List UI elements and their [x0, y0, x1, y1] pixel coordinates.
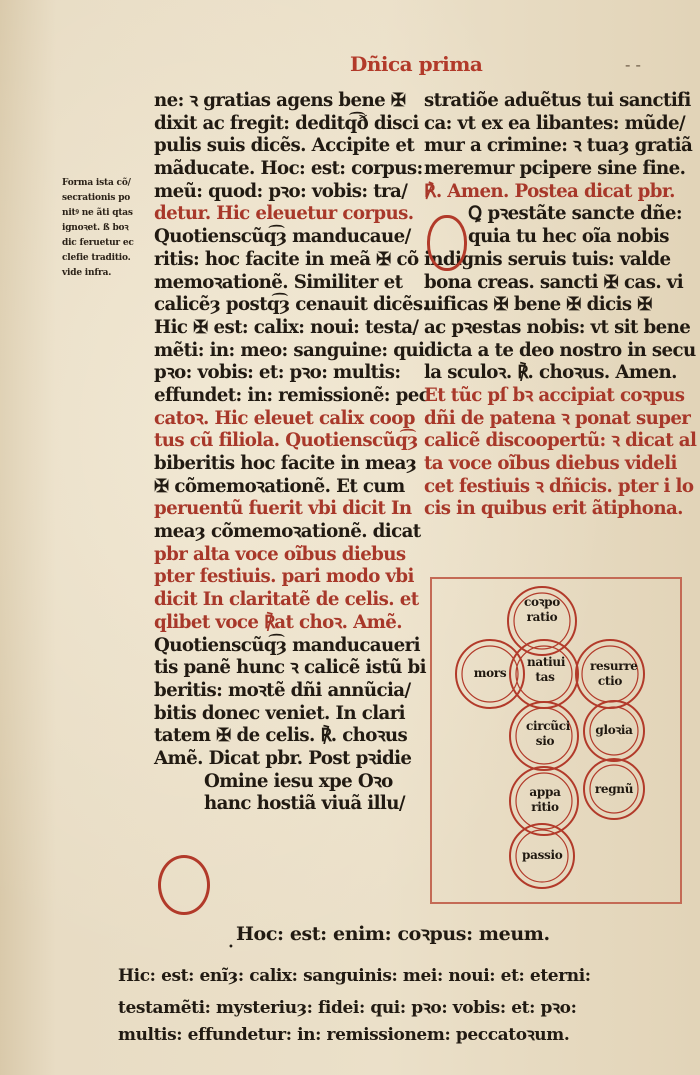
rubric-line: peruentũ fuerit vbi dicit In [154, 498, 412, 520]
text-line: beritis: moꝛtẽ dñi annũcia/ [154, 679, 411, 701]
text-line: ✠ cõmemoꝛationẽ. Et cum [154, 475, 405, 497]
consecration-line: testamẽti: mysteriuȝ: fidei: qui: pꝛo: vobis: et: pꝛo: [118, 998, 577, 1018]
text-line: meremur pcipere sine fine. [424, 158, 686, 180]
rubric-line: pter festiuis. pari modo vbi [154, 566, 414, 588]
text-line: bitis donec veniet. In clari [154, 702, 405, 724]
consecration-line: Hic: est: enĩȝ: calix: sanguinis: mei: noui: et: eterni: [118, 966, 591, 986]
text-line: meaȝ cõmemoꝛationẽ. dicat [154, 521, 421, 543]
label-apparitio: appa ritio [529, 785, 561, 814]
margin-note-line: nitꝰ ne ãti qtas [62, 208, 133, 218]
label-mors: mors [473, 666, 507, 680]
text-line: bona creas. sancti ✠ cas. vi [424, 271, 684, 293]
rubric-line: Et tũc pſ bꝛ accipiat coꝛpus [424, 384, 685, 406]
initial-o-decoration [158, 855, 210, 915]
text-line: tatem ✠ de celis. ℟. choꝛus [154, 725, 408, 747]
label-gloria: gloꝛia [595, 723, 633, 737]
consecration-line: Hoc: est: enim: coꝛpus: meum. [236, 923, 550, 945]
text-line: quia tu hec oĩa nobis [468, 226, 669, 248]
consecration-line: multis: effundetur: in: remissionem: peccatoꝛum. [118, 1025, 570, 1045]
rubric-line: tus cũ filiola. Quotienscũq͡ȝ [154, 430, 418, 452]
text-line: Omine iesu xpe Oꝛo [204, 770, 393, 792]
text-line: hanc hostiã viuã illu/ [204, 793, 405, 815]
text-line: pulis suis dicẽs. Accipite et [154, 135, 415, 157]
text-line: Amẽ. Dicat pbr. Post pꝛidie [154, 747, 412, 769]
margin-note-line: Forma ista cõ/ [62, 178, 131, 188]
rubric-line: dñi de patena ꝛ ponat super [424, 407, 691, 429]
text-line: calicẽȝ postq͡ȝ cenauit dicẽs. [154, 294, 429, 316]
text-line: ca: vt ex ea libantes: mũde/ [424, 112, 686, 134]
initial-q-decoration [427, 215, 467, 271]
label-passio: passio [522, 848, 563, 862]
margin-note-line: dic feruetur ec [62, 238, 134, 248]
text-line: dixit ac fregit: deditq͡ð disci [154, 112, 419, 134]
margin-note-line: ignoꝛet. ß boꝛ [62, 223, 129, 233]
corner-mark: - - [625, 55, 641, 74]
rubric-line: ℟. Amen. Postea dicat pbr. [424, 180, 675, 202]
rubric-line: calicẽ discoopertũ: ꝛ dicat al [424, 430, 697, 452]
text-line: memoꝛationẽ. Similiter et [154, 271, 403, 293]
rubric-line: catoꝛ. Hic eleuet calix coop [154, 407, 415, 429]
label-regnum: regnũ [594, 782, 634, 796]
label-natiuitas: natiui tas [527, 655, 566, 684]
rubric-line: qlibet voce ℟at choꝛ. Amẽ. [154, 611, 402, 633]
text-line: tis panẽ hunc ꝛ calicẽ istũ bi [154, 657, 426, 679]
text-line: mur a crimine: ꝛ tuaȝ gratiã [424, 135, 693, 157]
label-circucisio: circũci sio [526, 719, 570, 748]
rubric-line: detur. Hic eleuetur corpus. [154, 203, 414, 225]
margin-note-line: secrationis po [62, 193, 131, 203]
text-line: ritis: hoc facite in meã ✠ cõ [154, 248, 419, 270]
text-line: pꝛo: vobis: et: pꝛo: multis: [154, 362, 401, 384]
text-line: dicta a te deo nostro in secu [424, 339, 696, 361]
text-line: effundet: in: remissionẽ: pec [154, 384, 430, 406]
rosary-circle-diagram [430, 577, 682, 904]
label-corporatio: coꝛpo ratio [524, 595, 560, 624]
rubric-line: dicit In claritatẽ de celis. et [154, 589, 419, 611]
text-line: la sculoꝛ. ℟. choꝛus. Amen. [424, 362, 677, 384]
margin-note [62, 176, 154, 281]
text-line: mãducate. Hoc: est: corpus: [154, 158, 423, 180]
text-line: ne: ꝛ gratias agens bene ✠ [154, 90, 406, 111]
text-line: Quotienscũq͡ȝ manducaue/ [154, 226, 411, 248]
small-mark-icon: • [228, 942, 234, 953]
right-text-column [424, 90, 697, 521]
text-line: stratiõe aduẽtus tui sanctifi [424, 90, 691, 111]
text-line: Quotienscũq͡ȝ manducaueri [154, 634, 420, 656]
text-line: uificas ✠ bene ✠ dicis ✠ [424, 294, 652, 316]
rubric-line: cis in quibus erit ãtiphona. [424, 498, 683, 520]
text-line: ac pꝛestas nobis: vt sit bene [424, 316, 691, 338]
rubric-line: cet festiuis ꝛ dñicis. pter i lo [424, 475, 694, 497]
rubric-line: pbr alta voce oĩbus diebus [154, 543, 406, 565]
left-text-column [154, 90, 430, 816]
text-line: biberitis hoc facite in meaȝ [154, 453, 417, 474]
text-line: mẽti: in: meo: sanguine: qui [154, 339, 425, 361]
margin-note-line: clefie traditio. [62, 253, 131, 263]
rubric-line: ta voce oĩbus diebus videli [424, 453, 677, 474]
text-line: Ꝗ pꝛestãte sancte dñe: [468, 203, 682, 225]
text-line: meũ: quod: pꝛo: vobis: tra/ [154, 180, 408, 202]
text-line: indignis seruis tuis: valde [424, 248, 671, 270]
text-line: Hic ✠ est: calix: noui: testa/ [154, 316, 419, 338]
label-resurrectio: resurre ctio [590, 659, 638, 688]
running-title: Dñica prima [350, 52, 483, 76]
margin-note-line: vide infra. [62, 268, 112, 278]
